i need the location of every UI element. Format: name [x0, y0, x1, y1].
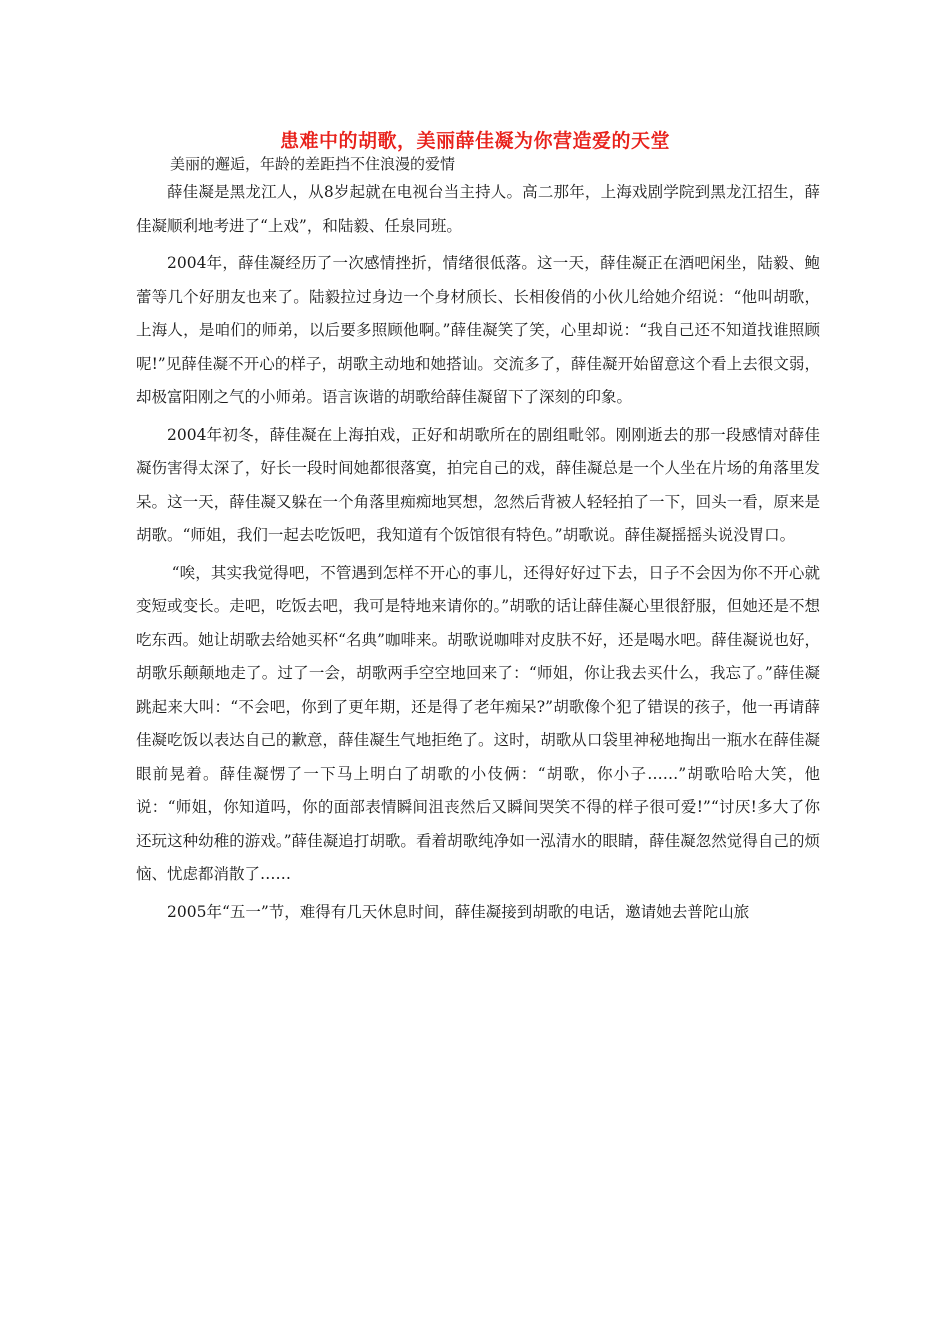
- paragraph-4: “唉，其实我觉得吧，不管遇到怎样不开心的事儿，还得好好过下去，日子不会因为你不开心就变短或变长。走吧，吃饭去吧，我可是特地来请你的。”胡歌的话让薛佳凝心里很舒服，但她还是不想吃东西。她让胡歌去给她买杯“名典”咖啡来。胡歌说咖啡对皮肤不好，还是喝水吧。薛佳凝说也好，胡歌乐颠颠地走了。过了一会，胡歌两手空空地回来了：“师姐，你让我去买什么，我忘了。”薛佳凝跳起来大叫：“不会吧，你到了更年期，还是得了老年痴呆?”胡歌像个犯了错误的孩子，他一再请薛佳凝吃饭以表达自己的歉意，薛佳凝生气地拒绝了。这时，胡歌从口袋里神秘地掏出一瓶水在薛佳凝眼前晃着。薛佳凝愣了一下马上明白了胡歌的小伎俩：“胡歌，你小子……”胡歌哈哈大笑，他说：“师姐，你知道吗，你的面部表情瞬间沮丧然后又瞬间哭笑不得的样子很可爱!”“讨厌!多大了你还玩这种幼稚的游戏。”薛佳凝追打胡歌。看着胡歌纯净如一泓清水的眼睛，薛佳凝忽然觉得自己的烦恼、忧虑都消散了……: [136, 563, 820, 883]
- article-body: [136, 176, 820, 933]
- article-subtitle: 美丽的邂逅，年龄的差距挡不住浪漫的爱情: [170, 155, 456, 173]
- paragraph-1: 薛佳凝是黑龙江人，从8岁起就在电视台当主持人。高二那年，上海戏剧学院到黑龙江招生，薛佳凝顺利地考进了“上戏”，和陆毅、任泉同班。: [136, 183, 820, 235]
- paragraph-5: 2005年“五一”节，难得有几天休息时间，薛佳凝接到胡歌的电话，邀请她去普陀山旅: [167, 902, 750, 921]
- paragraph-3: 2004年初冬，薛佳凝在上海拍戏，正好和胡歌所在的剧组毗邻。刚刚逝去的那一段感情对薛佳凝伤害得太深了，好长一段时间她都很落寞，拍完自己的戏，薛佳凝总是一个人坐在片场的角落里发呆。这一天，薛佳凝又躲在一个角落里痴痴地冥想，忽然后背被人轻轻拍了一下，回头一看，原来是胡歌。“师姐，我们一起去吃饭吧，我知道有个饭馆很有特色。”胡歌说。薛佳凝摇摇头说没胃口。: [136, 425, 820, 544]
- paragraph-2: 2004年，薛佳凝经历了一次感情挫折，情绪很低落。这一天，薛佳凝正在酒吧闲坐，陆毅、鲍蕾等几个好朋友也来了。陆毅拉过身边一个身材颀长、长相俊俏的小伙儿给她介绍说：“他叫胡歌，上海人，是咱们的师弟，以后要多照顾他啊。”薛佳凝笑了笑，心里却说：“我自己还不知道找谁照顾呢!”见薛佳凝不开心的样子，胡歌主动地和她搭讪。交流多了，薛佳凝开始留意这个看上去很文弱，却极富阳刚之气的小师弟。语言诙谐的胡歌给薛佳凝留下了深刻的印象。: [136, 254, 820, 406]
- article-title: 患难中的胡歌，美丽薛佳凝为你营造爱的天堂: [279, 130, 670, 152]
